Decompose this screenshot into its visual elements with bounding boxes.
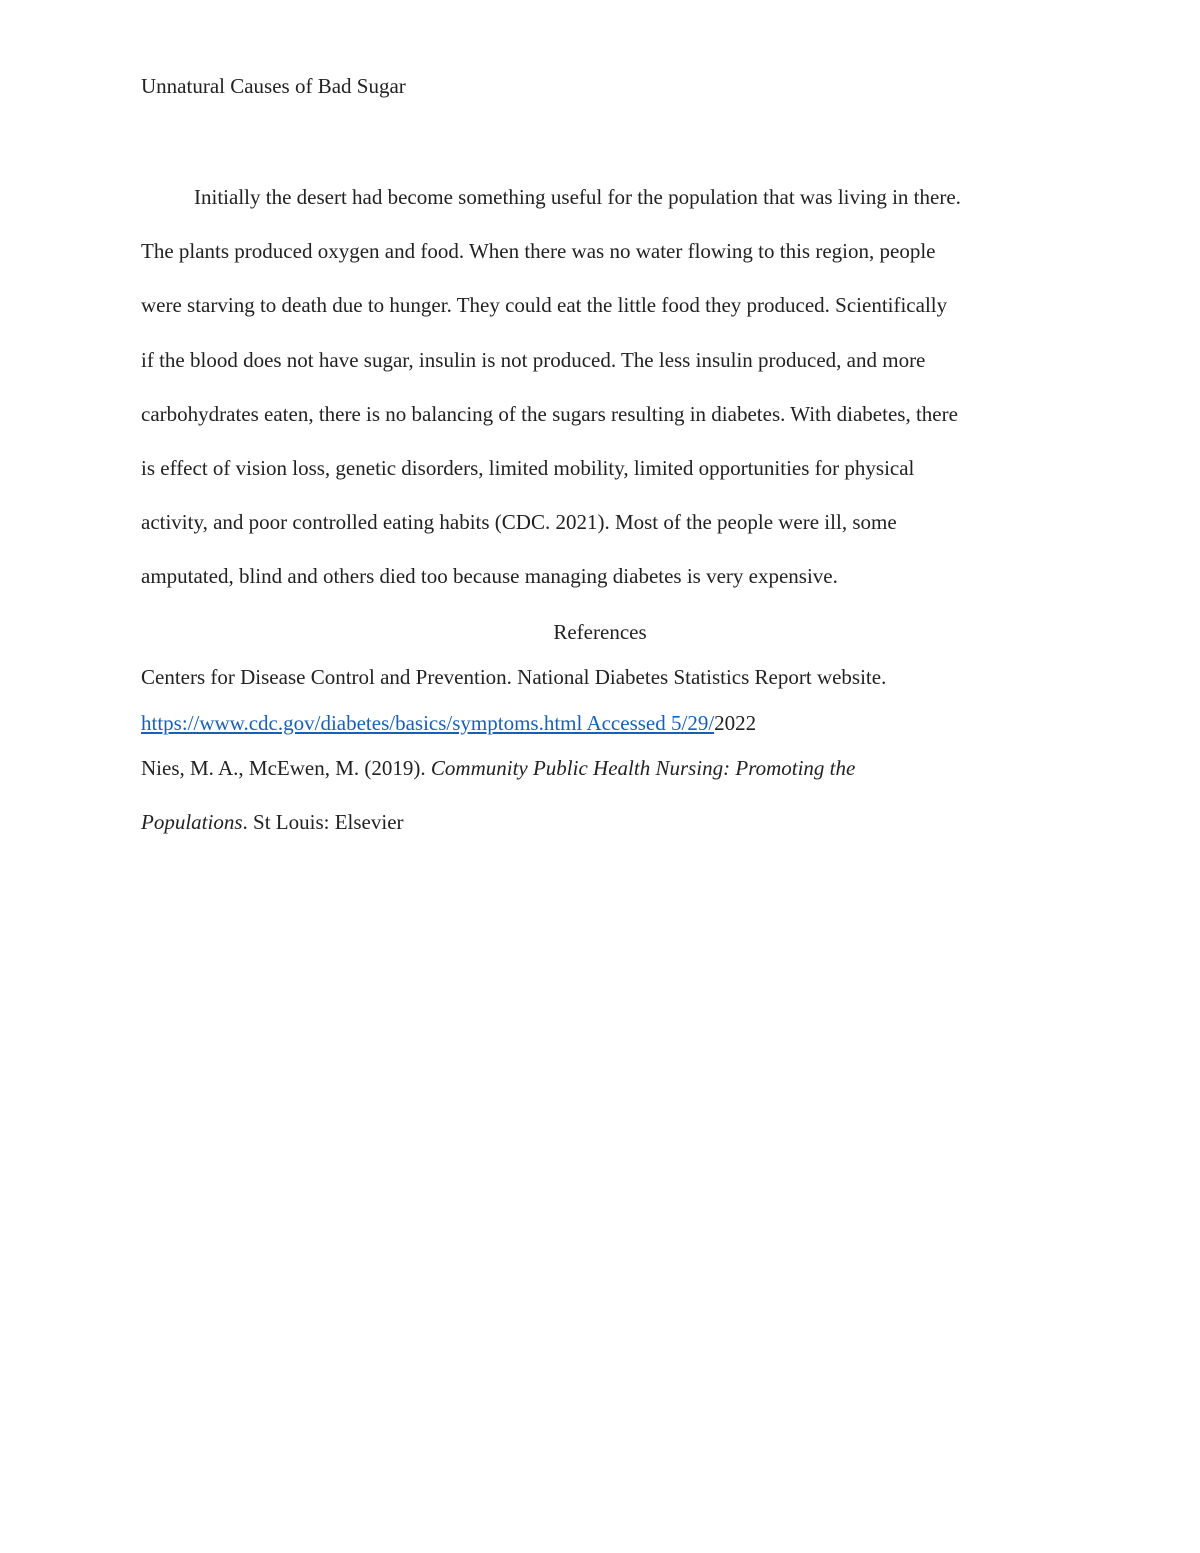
reference-nies-publisher: . St Louis: Elsevier [242,810,404,834]
paragraph-line: carbohydrates eaten, there is no balancing of the sugars resulting in diabetes. With diabetes, there [141,401,958,426]
reference-nies-title: Community Public Health Nursing: Promoting the [430,756,856,780]
reference-cdc-line1: Centers for Disease Control and Prevention. National Diabetes Statistics Report website. [141,665,887,689]
paragraph-line: amputated, blind and others died too because managing diabetes is very expensive. [141,564,838,589]
paragraph-line: The plants produced oxygen and food. When there was no water flowing to this region, people [141,239,936,264]
document-title: Unnatural Causes of Bad Sugar [141,74,406,98]
reference-nies-line1 [141,754,855,782]
cdc-link[interactable]: https://www.cdc.gov/diabetes/basics/symptoms.html Accessed 5/29/ [141,711,715,735]
reference-nies-line2 [141,808,404,836]
paragraph-line: were starving to death due to hunger. They could eat the little food they produced. Scientifically [141,293,948,318]
references-heading: References [553,620,647,644]
reference-nies-authors: Nies, M. A., McEwen, M. (2019). [141,756,431,780]
reference-cdc-line2 [141,709,756,737]
paragraph-line: is effect of vision loss, genetic disorders, limited mobility, limited opportunities for physical [141,455,915,480]
reference-nies-title-cont: Populations [141,810,243,834]
paragraph-line: if the blood does not have sugar, insulin is not produced. The less insulin produced, and more [141,347,926,372]
body-paragraph [141,170,1081,604]
reference-cdc-year: 2022 [714,711,757,735]
paragraph-line: Initially the desert had become something useful for the population that was living in there. [194,185,961,209]
paragraph-line: activity, and poor controlled eating habits (CDC. 2021). Most of the people were ill, some [141,510,897,535]
